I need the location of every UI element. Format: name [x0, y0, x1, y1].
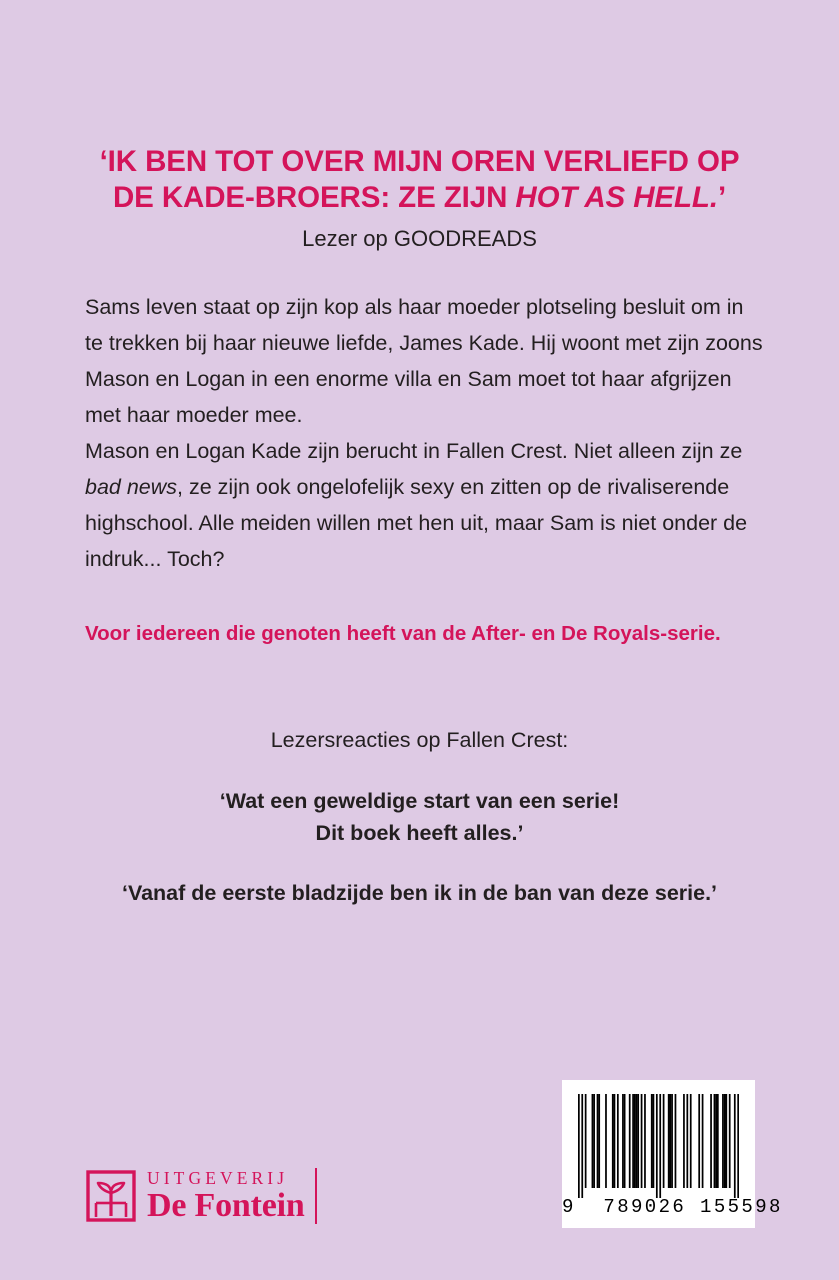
reactions-heading: Lezersreacties op Fallen Crest:: [270, 728, 569, 752]
pull-quote-line-1: ‘IK BEN TOT OVER MIJN OREN VERLIEFD OP: [99, 145, 740, 178]
reaction-quote-1-line-1: ‘Wat een geweldige start van een serie!: [219, 789, 620, 813]
barcode-bars-icon: [578, 1094, 739, 1198]
fountain-book-icon: [86, 1170, 136, 1222]
blurb-text: [85, 289, 763, 577]
isbn-digits: 9 789026 155598: [562, 1196, 783, 1218]
pull-quote-line-2: [72, 180, 767, 216]
blurb-paragraph-2: [85, 433, 763, 577]
pull-quote-closing-mark: ’: [717, 181, 727, 214]
publisher-label: UITGEVERIJ: [147, 1168, 289, 1188]
pull-quote-emphasis: HOT AS HELL.: [515, 181, 718, 214]
reaction-quote-1: [72, 785, 767, 849]
blurb-paragraph-1: Sams leven staat op zijn kop als haar moeder plotseling besluit om in te trekken bij haar nieuwe liefde, James Kade. Hij woont met zijn zoons Mason en Logan in een enorme villa en Sam moet tot haar afgrijzen met haar moeder mee.: [85, 295, 763, 427]
pull-quote-source: Lezer op GOODREADS: [302, 226, 537, 251]
blurb-paragraph-2-tail: , ze zijn ook ongelofelijk sexy en zitten op de rivaliserende highschool. Alle meiden willen met hen uit, maar Sam is niet onder de indruk... Toch?: [85, 475, 748, 571]
reaction-quote-1-line-2: Dit boek heeft alles.’: [315, 821, 524, 845]
publisher-wordmark: [147, 1168, 305, 1224]
isbn-barcode: [562, 1080, 783, 1228]
pull-quote-line-2-lead: DE KADE-BROERS: ZE ZIJN: [112, 181, 516, 214]
logo-divider-rule: [315, 1168, 317, 1224]
promo-line: Voor iedereen die genoten heeft van de After- en De Royals-serie.: [85, 622, 721, 645]
reader-reactions: [72, 725, 767, 909]
pull-quote: [72, 144, 767, 216]
blurb-paragraph-2-lead: Mason en Logan Kade zijn berucht in Fallen Crest. Niet alleen zijn ze: [85, 439, 743, 463]
publisher-name: De Fontein: [147, 1187, 305, 1224]
reaction-quote-2: ‘Vanaf de eerste bladzijde ben ik in de ban van deze serie.’: [121, 881, 718, 905]
blurb-paragraph-2-emphasis: bad news: [85, 475, 178, 499]
publisher-logo: [86, 1165, 317, 1227]
